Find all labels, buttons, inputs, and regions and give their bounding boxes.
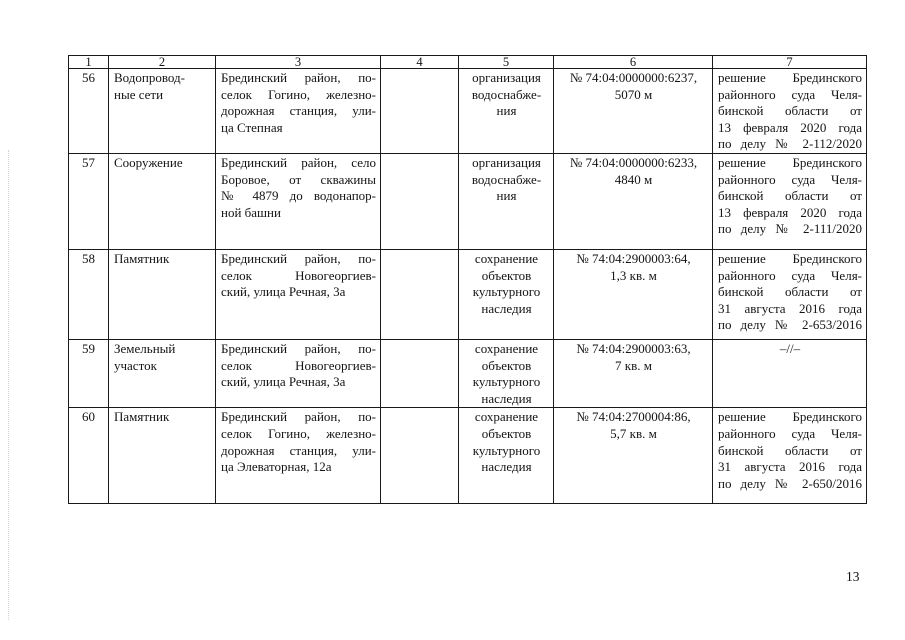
object-name-cell (109, 339, 216, 407)
cell-line: ные сети (114, 86, 164, 102)
cell-line: по делу № 2-650/2016 (718, 475, 862, 491)
table-row (69, 69, 867, 154)
empty-cell (381, 249, 459, 339)
cell-line: 31 августа 2016 года (718, 459, 862, 475)
cell-line: Земельный (114, 340, 176, 356)
cell-line: ский, улица Речная, 3а (221, 374, 346, 390)
row-number-cell: 58 (69, 249, 109, 339)
cell-line: № 74:04:2900003:64, (576, 250, 691, 266)
object-name-cell (109, 69, 216, 154)
column-number-header: 7 (713, 56, 867, 69)
cadastral-info-cell (554, 408, 713, 504)
cell-line: –//– (779, 340, 801, 356)
cell-line: по делу № 2-112/2020 (718, 136, 862, 152)
cell-line: организация (472, 154, 541, 170)
table-body (69, 69, 867, 504)
purpose-cell (459, 249, 554, 339)
cell-line: Памятник (114, 409, 170, 425)
cell-line: сохранение (474, 250, 539, 266)
cell-line: 1,3 кв. м (610, 267, 657, 283)
cell-line: решение Брединского (718, 250, 862, 266)
cell-line: участок (114, 357, 157, 373)
cell-line: № 4879 до водонапор- (221, 188, 376, 204)
cell-line: Брединский район, по- (221, 250, 376, 266)
row-number-cell: 59 (69, 339, 109, 407)
cell-line: Брединский район, по- (221, 340, 376, 356)
cell-line: бинской области от (718, 188, 862, 204)
cell-line: наследия (481, 390, 532, 406)
cell-line: ния (496, 188, 517, 204)
column-number-header: 4 (381, 56, 459, 69)
cell-line: по делу № 2-111/2020 (718, 221, 862, 237)
cell-line: решение Брединского (718, 154, 862, 170)
cell-line: Боровое, от скважины (221, 171, 376, 187)
cell-line: районного суда Челя- (718, 267, 862, 283)
address-cell (216, 249, 381, 339)
empty-cell (381, 339, 459, 407)
cell-line: бинской области от (718, 103, 862, 119)
object-name-cell (109, 249, 216, 339)
cell-line: селок Новогеоргиев- (221, 357, 376, 373)
table-row (69, 153, 867, 249)
cadastral-info-cell (554, 69, 713, 154)
column-number-header: 3 (216, 56, 381, 69)
cell-line: объектов (481, 267, 532, 283)
cell-line: бинской области от (718, 442, 862, 458)
object-name-cell (109, 153, 216, 249)
basis-cell (713, 249, 867, 339)
cell-line: дорожная станция, ули- (221, 103, 376, 119)
scan-edge-mark (8, 150, 9, 620)
cadastral-info-cell (554, 153, 713, 249)
cell-line: водоснабже- (471, 171, 542, 187)
cell-line: наследия (481, 459, 532, 475)
address-cell (216, 69, 381, 154)
cell-line: Брединский район, по- (221, 409, 376, 425)
cell-line: селок Гогино, железно- (221, 86, 376, 102)
cell-line: 5070 м (614, 86, 653, 102)
cell-line: 13 февраля 2020 года (718, 204, 862, 220)
address-cell (216, 408, 381, 504)
cell-line: сохранение (474, 409, 539, 425)
cell-line: культурного (472, 284, 541, 300)
cell-line: № 74:04:2700004:86, (576, 409, 691, 425)
cell-line: объектов (481, 425, 532, 441)
cell-line: решение Брединского (718, 409, 862, 425)
cell-line: Брединский район, село (221, 154, 376, 170)
cell-line: Памятник (114, 250, 170, 266)
table-row (69, 339, 867, 407)
property-table (68, 55, 867, 504)
table-header (69, 56, 867, 69)
basis-cell (713, 69, 867, 154)
cell-line: Сооружение (114, 154, 183, 170)
cell-line: культурного (472, 374, 541, 390)
cell-line: организация (472, 70, 541, 85)
cell-line: ной башни (221, 204, 281, 220)
cell-line: дорожная станция, ули- (221, 442, 376, 458)
row-number-cell: 56 (69, 69, 109, 154)
cell-line: селок Новогеоргиев- (221, 267, 376, 283)
empty-cell (381, 69, 459, 154)
column-number-header: 6 (554, 56, 713, 69)
cell-line: 5,7 кв. м (610, 425, 657, 441)
cell-line: культурного (472, 442, 541, 458)
basis-cell (713, 153, 867, 249)
purpose-cell (459, 339, 554, 407)
purpose-cell (459, 69, 554, 154)
cell-line: бинской области от (718, 284, 862, 300)
row-number-cell: 57 (69, 153, 109, 249)
cell-line: ца Элеваторная, 12а (221, 459, 332, 475)
purpose-cell (459, 408, 554, 504)
cell-line: водоснабже- (471, 86, 542, 102)
empty-cell (381, 153, 459, 249)
empty-cell (381, 408, 459, 504)
row-number-cell: 60 (69, 408, 109, 504)
purpose-cell (459, 153, 554, 249)
address-cell (216, 339, 381, 407)
cell-line: Водопровод- (114, 70, 185, 85)
cell-line: ния (496, 103, 517, 119)
cell-line: районного суда Челя- (718, 86, 862, 102)
table-row (69, 249, 867, 339)
cell-line: 4840 м (614, 171, 653, 187)
table-row (69, 408, 867, 504)
cell-line: ский, улица Речная, 3а (221, 284, 346, 300)
cell-line: Брединский район, по- (221, 70, 376, 85)
cell-line: районного суда Челя- (718, 425, 862, 441)
page-number: 13 (846, 569, 860, 584)
cell-line: районного суда Челя- (718, 171, 862, 187)
cell-line: № 74:04:0000000:6233, (569, 154, 698, 170)
column-number-header: 5 (459, 56, 554, 69)
basis-cell (713, 339, 867, 407)
cadastral-info-cell (554, 249, 713, 339)
object-name-cell (109, 408, 216, 504)
cell-line: ца Степная (221, 119, 283, 135)
cadastral-info-cell (554, 339, 713, 407)
cell-line: селок Гогино, железно- (221, 425, 376, 441)
cell-line: по делу № 2-653/2016 (718, 317, 862, 333)
cell-line: объектов (481, 357, 532, 373)
cell-line: решение Брединского (718, 70, 862, 85)
header-row (69, 56, 867, 69)
column-number-header: 1 (69, 56, 109, 69)
column-number-header: 2 (109, 56, 216, 69)
cell-line: 31 августа 2016 года (718, 300, 862, 316)
cell-line: № 74:04:0000000:6237, (569, 70, 698, 85)
cell-line: 13 февраля 2020 года (718, 119, 862, 135)
cell-line: наследия (481, 300, 532, 316)
cell-line: № 74:04:2900003:63, (576, 340, 691, 356)
basis-cell (713, 408, 867, 504)
cell-line: сохранение (474, 340, 539, 356)
cell-line: 7 кв. м (615, 357, 652, 373)
address-cell (216, 153, 381, 249)
